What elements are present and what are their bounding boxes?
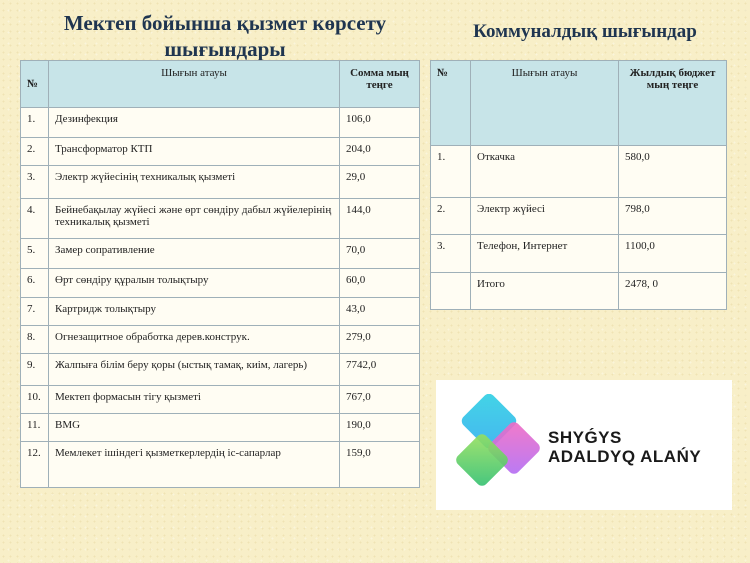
row-num: 11. [21,414,49,442]
row-value: 2478, 0 [619,273,727,310]
row-num: 12. [21,442,49,488]
table-row [431,198,727,235]
table-row [431,235,727,273]
row-value: 43,0 [340,298,420,326]
row-value: 204,0 [340,138,420,166]
table-row [21,166,420,199]
row-value: 60,0 [340,269,420,298]
table-row [21,326,420,354]
logo-wordmark [548,428,701,466]
header-name: Шығын атауы [471,61,619,146]
row-name: Откачка [471,146,619,198]
row-value: 7742,0 [340,354,420,386]
row-value: 767,0 [340,386,420,414]
table-row [431,146,727,198]
table-row [21,354,420,386]
row-name: Өрт сөндіру құралын толықтыру [49,269,340,298]
row-name: Итого [471,273,619,310]
row-name: Мектеп формасын тігу қызметі [49,386,340,414]
row-num: 1. [21,108,49,138]
row-num: 4. [21,199,49,239]
row-num: 3. [431,235,471,273]
row-num: 2. [431,198,471,235]
row-num: 9. [21,354,49,386]
row-num: 8. [21,326,49,354]
row-value: 29,0 [340,166,420,199]
row-value: 144,0 [340,199,420,239]
row-name: Бейнебақылау жүйесі және өрт сөндіру дабыл жүйелерінің техникалық қызметі [49,199,340,239]
table-row [21,239,420,269]
row-num: 10. [21,386,49,414]
header-name: Шығын атауы [49,61,340,108]
communal-costs-table [430,60,727,310]
row-name: Картридж толықтыру [49,298,340,326]
row-num: 5. [21,239,49,269]
row-name: Электр жүйесі [471,198,619,235]
row-value: 1100,0 [619,235,727,273]
table-row [21,414,420,442]
row-num [431,273,471,310]
row-name: Электр жүйесінің техникалық қызметі [49,166,340,199]
row-name: BMG [49,414,340,442]
table-header-row [21,61,420,108]
table-row [21,138,420,166]
row-value: 190,0 [340,414,420,442]
row-value: 279,0 [340,326,420,354]
logo-mark-icon [450,394,546,494]
row-value: 106,0 [340,108,420,138]
table-row [21,269,420,298]
row-name: Мемлекет ішіндегі қызметкерлердің іс-сапарлар [49,442,340,488]
logo-line-1: SHYǴYS [548,428,622,447]
school-services-table [20,60,420,488]
row-name: Жалпыға білім беру қоры (ыстық тамақ, киім, лагерь) [49,354,340,386]
table-row [431,273,727,310]
row-num: 1. [431,146,471,198]
logo-panel [436,380,732,510]
row-name: Огнезащитное обработка дерев.конструк. [49,326,340,354]
table-row [21,108,420,138]
table-row [21,442,420,488]
header-num: № [431,61,471,146]
row-name: Дезинфекция [49,108,340,138]
row-name: Замер сопративление [49,239,340,269]
row-name: Телефон, Интернет [471,235,619,273]
header-num: № [21,61,49,108]
row-num: 6. [21,269,49,298]
table-row [21,298,420,326]
row-num: 7. [21,298,49,326]
header-sum: Жылдық бюджет мың теңге [619,61,727,146]
row-value: 798,0 [619,198,727,235]
row-num: 3. [21,166,49,199]
left-section-title: Мектеп бойынша қызмет көрсету шығындары [63,11,387,61]
table-header-row [431,61,727,146]
logo-line-2: ADALDYQ ALAŃY [548,447,702,466]
row-num: 2. [21,138,49,166]
row-value: 70,0 [340,239,420,269]
header-sum: Сомма мың теңге [340,61,420,108]
row-name: Трансформатор КТП [49,138,340,166]
table-row [21,386,420,414]
row-value: 580,0 [619,146,727,198]
right-section-title: Коммуналдық шығындар [473,21,697,42]
row-value: 159,0 [340,442,420,488]
table-row [21,199,420,239]
